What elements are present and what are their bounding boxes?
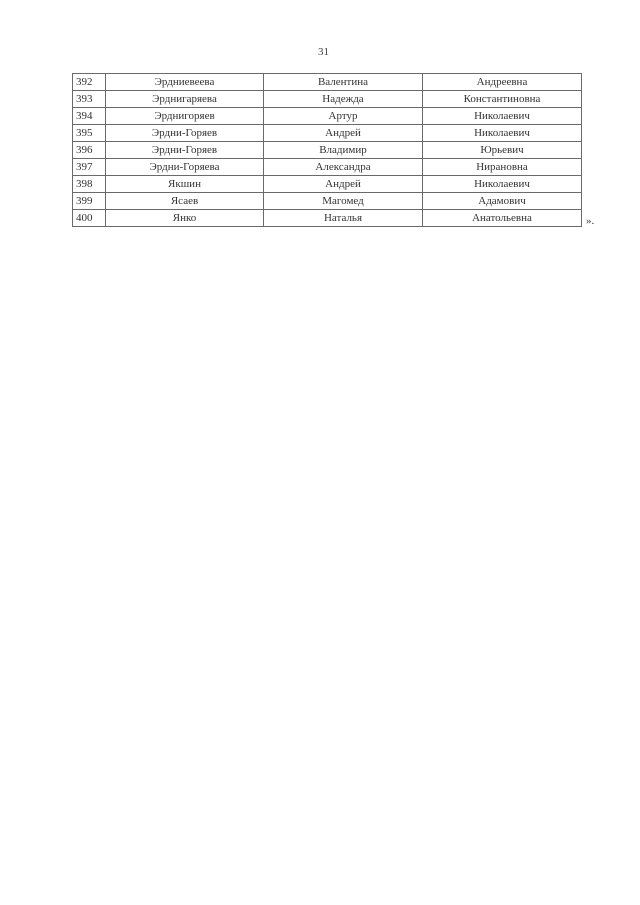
row-number: 392 (73, 74, 106, 91)
last-name-cell: Ясаев (106, 193, 264, 210)
table-row (73, 74, 582, 91)
table-row (73, 193, 582, 210)
table-row (73, 159, 582, 176)
first-name-cell: Наталья (264, 210, 423, 227)
table-row (73, 210, 582, 227)
first-name-cell: Надежда (264, 91, 423, 108)
closing-quote-mark: ». (586, 215, 595, 227)
middle-name-cell: Юрьевич (423, 142, 582, 159)
table-row (73, 142, 582, 159)
middle-name-cell: Нирановна (423, 159, 582, 176)
row-number: 398 (73, 176, 106, 193)
first-name-cell: Магомед (264, 193, 423, 210)
middle-name-cell: Андреевна (423, 74, 582, 91)
row-number: 394 (73, 108, 106, 125)
middle-name-cell: Адамович (423, 193, 582, 210)
first-name-cell: Андрей (264, 176, 423, 193)
table-row (73, 176, 582, 193)
last-name-cell: Эрдни-Горяев (106, 125, 264, 142)
last-name-cell: Эрдни-Горяева (106, 159, 264, 176)
middle-name-cell: Николаевич (423, 176, 582, 193)
last-name-cell: Янко (106, 210, 264, 227)
table-row (73, 91, 582, 108)
row-number: 399 (73, 193, 106, 210)
first-name-cell: Владимир (264, 142, 423, 159)
middle-name-cell: Николаевич (423, 125, 582, 142)
row-number: 397 (73, 159, 106, 176)
last-name-cell: Якшин (106, 176, 264, 193)
first-name-cell: Андрей (264, 125, 423, 142)
table-row (73, 125, 582, 142)
middle-name-cell: Константиновна (423, 91, 582, 108)
first-name-cell: Александра (264, 159, 423, 176)
last-name-cell: Эрднигоряев (106, 108, 264, 125)
row-number: 395 (73, 125, 106, 142)
row-number: 400 (73, 210, 106, 227)
last-name-cell: Эрдни-Горяев (106, 142, 264, 159)
roster-table (72, 73, 582, 227)
row-number: 396 (73, 142, 106, 159)
first-name-cell: Артур (264, 108, 423, 125)
last-name-cell: Эрднигаряева (106, 91, 264, 108)
last-name-cell: Эрдниевеева (106, 74, 264, 91)
row-number: 393 (73, 91, 106, 108)
page-number: 31 (318, 46, 329, 58)
middle-name-cell: Николаевич (423, 108, 582, 125)
first-name-cell: Валентина (264, 74, 423, 91)
table-row (73, 108, 582, 125)
middle-name-cell: Анатольевна (423, 210, 582, 227)
